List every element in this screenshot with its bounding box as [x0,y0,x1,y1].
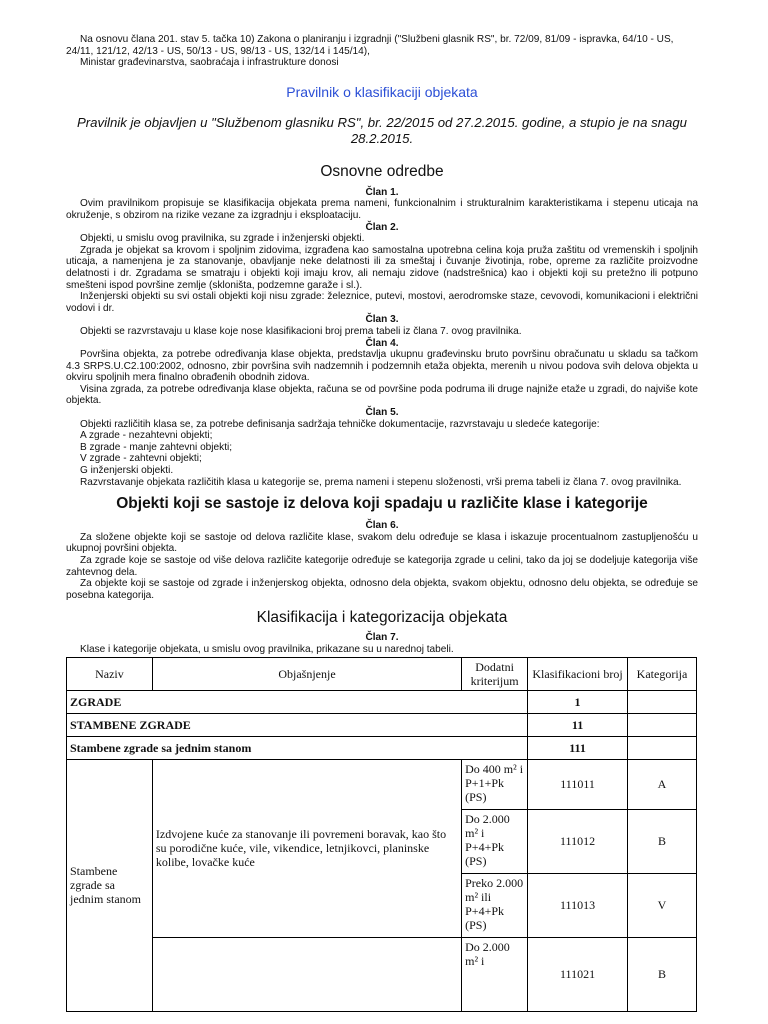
table-row [67,736,697,759]
classification-table [66,657,697,1012]
table-row [67,713,697,736]
clan-6-title: Član 6. [365,520,399,532]
row-code: 111021 [528,937,628,1011]
clan-5-paragraph: Objekti različitih klasa se, za potrebe definisanja sadržaja tehničke dokumentacije, razvrstavaju u sledeće kategorije: [80,418,600,430]
publication-note: Pravilnik je objavljen u "Službenom glasniku RS", br. 22/2015 od 27.2.2015. godine, a stupio je na snagu 28.2.2015. [76,114,688,146]
row-code: 111 [528,736,628,759]
header-broj: Klasifikacioni broj [528,657,628,690]
clan-5-paragraph: Razvrstavanje objekata različitih klasa u kategorije se, prema nameni i stepenu složenosti, vrši prema tabeli iz člana 7. ovog pravilnika. [80,476,682,488]
legal-basis: Na osnovu člana 201. stav 5. tačka 10) Zakona o planiranju i izgradnji ("Službeni glasnik RS", br. 72/09, 81/09 - ispravka, 64/10 - US, 24/11, 121/12, 42/13 - US, 50/13 - US, 98/13 - US, 132/14 i 145/14), [66,34,674,57]
clan-7-title: Član 7. [365,632,399,644]
table-row [67,937,697,1011]
clan-2-paragraph: Objekti, u smislu ovog pravilnika, su zgrade i inženjerski objekti. [80,233,365,245]
intro-block [66,34,698,69]
clan-6-paragraph: Za zgrade koje se sastoje od više delova različite kategorije određuje se kategorija zgrade u celini, tako da joj se dodeljuje kategorija više zahtevnog dela. [66,555,698,578]
row-code: 111012 [528,809,628,873]
row-code: 1 [528,690,628,713]
clan-6-paragraph: Za složene objekte koji se sastoje od delova različite klase, svakom delu određuje se klasa i iskazuje procentualnom zastupljenošću u ukupnoj površini objekta. [66,531,698,555]
clan-2-paragraph: Inženjerski objekti su svi ostali objekti koji nisu zgrade: železnice, putevi, mostovi, aerodromske staze, cevovodi, komunikacioni i električni vodovi i dr. [66,291,698,314]
clan-4-paragraph: Visina zgrada, za potrebe određivanja klase objekta, računa se od površine poda podruma ili druge najniže etaže u zgradi, do najviše kote objekta. [66,383,698,407]
group-description: Izdvojene kuće za stanovanje ili povremeni boravak, kao što su porodične kuće, vile, vikendice, letnjikovci, planinske kolibe, lovačke kuće [152,759,461,937]
clan-3-text: Objekti se razvrstavaju u klase koje nose klasifikacioni broj prema tabeli iz člana 7. ovog pravilnika. [80,325,522,337]
group-name: Stambene zgrade sa jednim stanom [67,759,153,1011]
table-row [67,759,697,809]
category-item: B zgrade - manje zahtevni objekti; [80,441,233,453]
row-label: Stambene zgrade sa jednim stanom [67,736,528,759]
row-label: STAMBENE ZGRADE [67,713,528,736]
row-category [628,690,697,713]
table-header-row [67,657,697,690]
clan-4-title: Član 4. [365,337,399,349]
category-item: V zgrade - zahtevni objekti; [80,453,202,465]
classification-table-wrap [66,657,698,1012]
row-code: 11 [528,713,628,736]
row-category: A [628,759,697,809]
row-label: ZGRADE [67,690,528,713]
clan-2-paragraph: Zgrada je objekat sa krovom i spoljnim zidovima, izgrađena kao samostalna upotrebna celina koja pruža zaštitu od vremenskih i spoljnih uticaja, a namenjena je za stanovanje, obavljanje neke delatnosti ili za smeštaj i čuvanje životinja, robe, opreme za različite proizvodne delatnosti i dr. Zgradama se smatraju i objekti koji imaju krov, ali nemaju zidove (nadstrešnica) kao i objekti koji su pretežno ili potpuno smešteni ispod površine zemlje (skloništa, podzemne garaže i sl.). [66,244,698,291]
heading-delovi: Objekti koji se sastoje iz delova koji spadaju u različite klase i kategorije [116,495,648,513]
clan-5-title: Član 5. [365,407,399,419]
clan-1-text: Ovim pravilnikom propisuje se klasifikacija objekata prema nameni, funkcionalnim i strukturalnim karakteristikama i stepenu uticaja na okruženje, s obzirom na rizike vezane za izgradnju i eksploataciju. [66,198,698,221]
heading-klasifikacija: Klasifikacija i kategorizacija objekata [256,609,508,627]
row-category: B [628,937,697,1011]
row-category [628,713,697,736]
category-item: A zgrade - nezahtevni objekti; [80,430,213,442]
document-title-link[interactable]: Pravilnik o klasifikaciji objekata [286,83,478,100]
criterion: Do 2.000 m² i P+4+Pk (PS) [462,809,528,873]
criterion: Preko 2.000 m² ili P+4+Pk (PS) [462,873,528,937]
header-kriterijum: Dodatni kriterijum [462,657,528,690]
criterion: Do 2.000 m² i [462,937,528,1011]
header-kategorija: Kategorija [628,657,697,690]
document-page [66,34,698,1012]
minister-line: Ministar građevinarstva, saobraćaja i infrastrukture donosi [80,57,339,69]
row-code: 111013 [528,873,628,937]
row-category [628,736,697,759]
clan-6-paragraph: Za objekte koji se sastoje od zgrade i inženjerskog objekta, odnosno dela objekta, svakom objektu, odnosno delu objekta, se određuje se posebna kategorija. [66,578,698,601]
criterion: Do 400 m² i P+1+Pk (PS) [462,759,528,809]
category-item: G inženjerski objekti. [80,465,174,477]
header-objasnjenje: Objašnjenje [152,657,461,690]
heading-osnovne-odredbe: Osnovne odredbe [320,162,444,180]
clan-1-title: Član 1. [365,186,399,198]
table-row [67,690,697,713]
clan-2-title: Član 2. [365,221,399,233]
group-description [152,937,461,1011]
row-code: 111011 [528,759,628,809]
header-naziv: Naziv [67,657,153,690]
clan-7-text: Klase i kategorije objekata, u smislu ovog pravilnika, prikazane su u narednoj tabeli. [80,643,454,655]
row-category: B [628,809,697,873]
clan-4-paragraph: Površina objekta, za potrebe određivanja klase objekta, predstavlja ukupnu građevinsku bruto površinu obračunatu u skladu sa tačkom 4.3 SRPS.U.C2.100:2002, odnosno, zbir površina svih nadzemnih i podzemnih etaža objekta, merenih u nivou podova svih delova objekta u okviru spoljnih mera finalno obrađenih obodnih zidova. [66,349,698,384]
clan-3-title: Član 3. [365,314,399,326]
row-category: V [628,873,697,937]
